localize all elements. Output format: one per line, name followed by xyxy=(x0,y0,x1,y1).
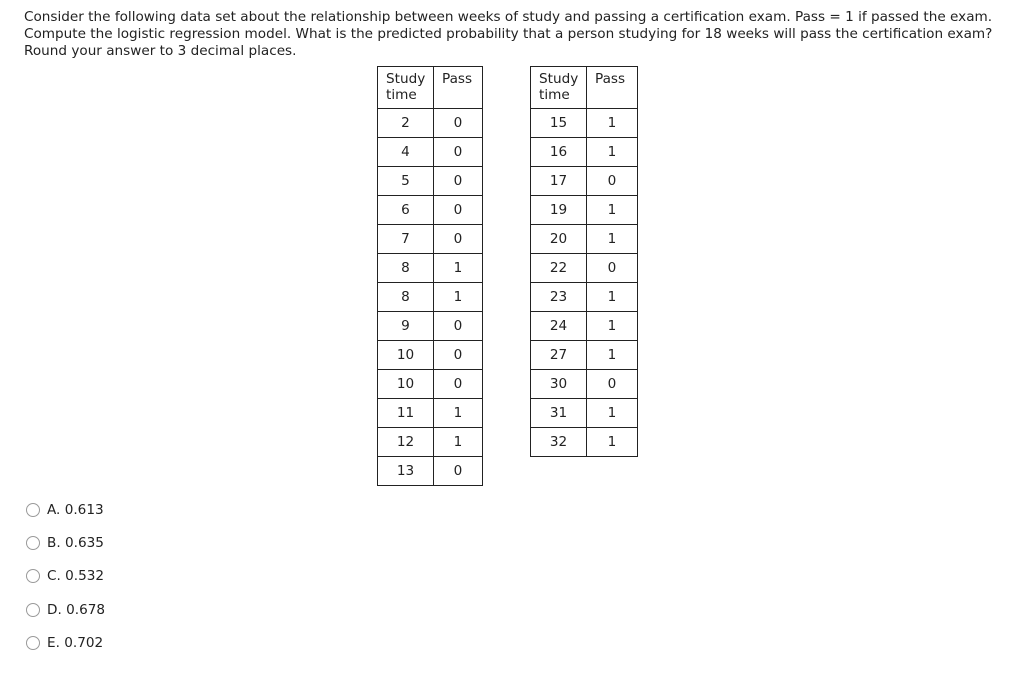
question-line: Consider the following data set about the relationship between weeks of study and passing a certification exam. Pass = 1 if passed the exam. xyxy=(24,9,993,25)
table-row xyxy=(531,428,638,457)
pass-cell: 0 xyxy=(434,167,483,196)
table-row xyxy=(378,196,483,225)
header-study-time: Study time xyxy=(531,67,587,109)
pass-cell: 0 xyxy=(587,167,638,196)
table-row xyxy=(531,370,638,399)
pass-cell: 1 xyxy=(587,196,638,225)
pass-cell: 1 xyxy=(587,341,638,370)
study-time-cell: 13 xyxy=(378,457,434,486)
table-row xyxy=(531,312,638,341)
option-c[interactable] xyxy=(26,560,105,593)
pass-cell: 1 xyxy=(434,428,483,457)
pass-cell: 0 xyxy=(587,254,638,283)
option-label: B. 0.635 xyxy=(47,534,104,551)
table-row xyxy=(531,341,638,370)
study-time-cell: 11 xyxy=(378,399,434,428)
study-time-cell: 5 xyxy=(378,167,434,196)
question-text xyxy=(24,9,1009,60)
data-table-left xyxy=(377,66,483,486)
table-row xyxy=(531,399,638,428)
pass-cell: 1 xyxy=(434,399,483,428)
pass-cell: 0 xyxy=(434,225,483,254)
header-study-time: Study time xyxy=(378,67,434,109)
answer-options xyxy=(26,493,105,659)
pass-cell: 1 xyxy=(434,283,483,312)
table-row xyxy=(378,399,483,428)
option-label: E. 0.702 xyxy=(47,634,104,651)
table-row xyxy=(531,109,638,138)
table-row xyxy=(378,370,483,399)
question-line: Compute the logistic regression model. What is the predicted probability that a person studying for 18 weeks will pass the certification exam? xyxy=(24,26,993,42)
study-time-cell: 7 xyxy=(378,225,434,254)
study-time-cell: 31 xyxy=(531,399,587,428)
header-pass: Pass xyxy=(587,67,638,109)
radio-button[interactable] xyxy=(26,636,40,650)
study-time-cell: 4 xyxy=(378,138,434,167)
study-time-cell: 16 xyxy=(531,138,587,167)
option-e[interactable] xyxy=(26,626,105,659)
pass-cell: 1 xyxy=(434,254,483,283)
option-b[interactable] xyxy=(26,526,105,559)
pass-cell: 0 xyxy=(434,109,483,138)
table-header-row xyxy=(378,67,483,109)
study-time-cell: 9 xyxy=(378,312,434,341)
pass-cell: 1 xyxy=(587,109,638,138)
pass-cell: 1 xyxy=(587,225,638,254)
option-label: A. 0.613 xyxy=(47,501,104,518)
study-time-cell: 22 xyxy=(531,254,587,283)
study-time-cell: 10 xyxy=(378,341,434,370)
pass-cell: 1 xyxy=(587,312,638,341)
table-row xyxy=(531,254,638,283)
study-time-cell: 8 xyxy=(378,283,434,312)
study-time-cell: 30 xyxy=(531,370,587,399)
table-header-row xyxy=(531,67,638,109)
radio-button[interactable] xyxy=(26,569,40,583)
table-row xyxy=(531,225,638,254)
option-label: D. 0.678 xyxy=(47,601,106,618)
study-time-cell: 17 xyxy=(531,167,587,196)
table-row xyxy=(378,225,483,254)
study-time-cell: 23 xyxy=(531,283,587,312)
pass-cell: 0 xyxy=(434,341,483,370)
pass-cell: 0 xyxy=(434,370,483,399)
pass-cell: 0 xyxy=(434,312,483,341)
table-row xyxy=(378,109,483,138)
study-time-cell: 27 xyxy=(531,341,587,370)
table-row xyxy=(531,138,638,167)
pass-cell: 0 xyxy=(434,457,483,486)
table-row xyxy=(378,138,483,167)
study-time-cell: 12 xyxy=(378,428,434,457)
radio-button[interactable] xyxy=(26,536,40,550)
header-pass: Pass xyxy=(434,67,483,109)
question-line: Round your answer to 3 decimal places. xyxy=(24,43,297,59)
study-time-cell: 24 xyxy=(531,312,587,341)
study-time-cell: 8 xyxy=(378,254,434,283)
study-time-cell: 32 xyxy=(531,428,587,457)
option-label: C. 0.532 xyxy=(47,568,105,585)
pass-cell: 1 xyxy=(587,138,638,167)
table-row xyxy=(531,167,638,196)
option-a[interactable] xyxy=(26,493,105,526)
table-row xyxy=(378,428,483,457)
pass-cell: 0 xyxy=(587,370,638,399)
radio-button[interactable] xyxy=(26,503,40,517)
pass-cell: 1 xyxy=(587,283,638,312)
pass-cell: 1 xyxy=(587,399,638,428)
study-time-cell: 2 xyxy=(378,109,434,138)
pass-cell: 0 xyxy=(434,196,483,225)
table-row xyxy=(378,312,483,341)
study-time-cell: 10 xyxy=(378,370,434,399)
table-row xyxy=(378,341,483,370)
radio-button[interactable] xyxy=(26,603,40,617)
study-time-cell: 20 xyxy=(531,225,587,254)
study-time-cell: 15 xyxy=(531,109,587,138)
data-table-right xyxy=(530,66,638,457)
pass-cell: 1 xyxy=(587,428,638,457)
table-row xyxy=(531,196,638,225)
study-time-cell: 6 xyxy=(378,196,434,225)
study-time-cell: 19 xyxy=(531,196,587,225)
table-row xyxy=(531,283,638,312)
table-row xyxy=(378,457,483,486)
table-row xyxy=(378,283,483,312)
pass-cell: 0 xyxy=(434,138,483,167)
table-row xyxy=(378,167,483,196)
option-d[interactable] xyxy=(26,593,105,626)
table-row xyxy=(378,254,483,283)
